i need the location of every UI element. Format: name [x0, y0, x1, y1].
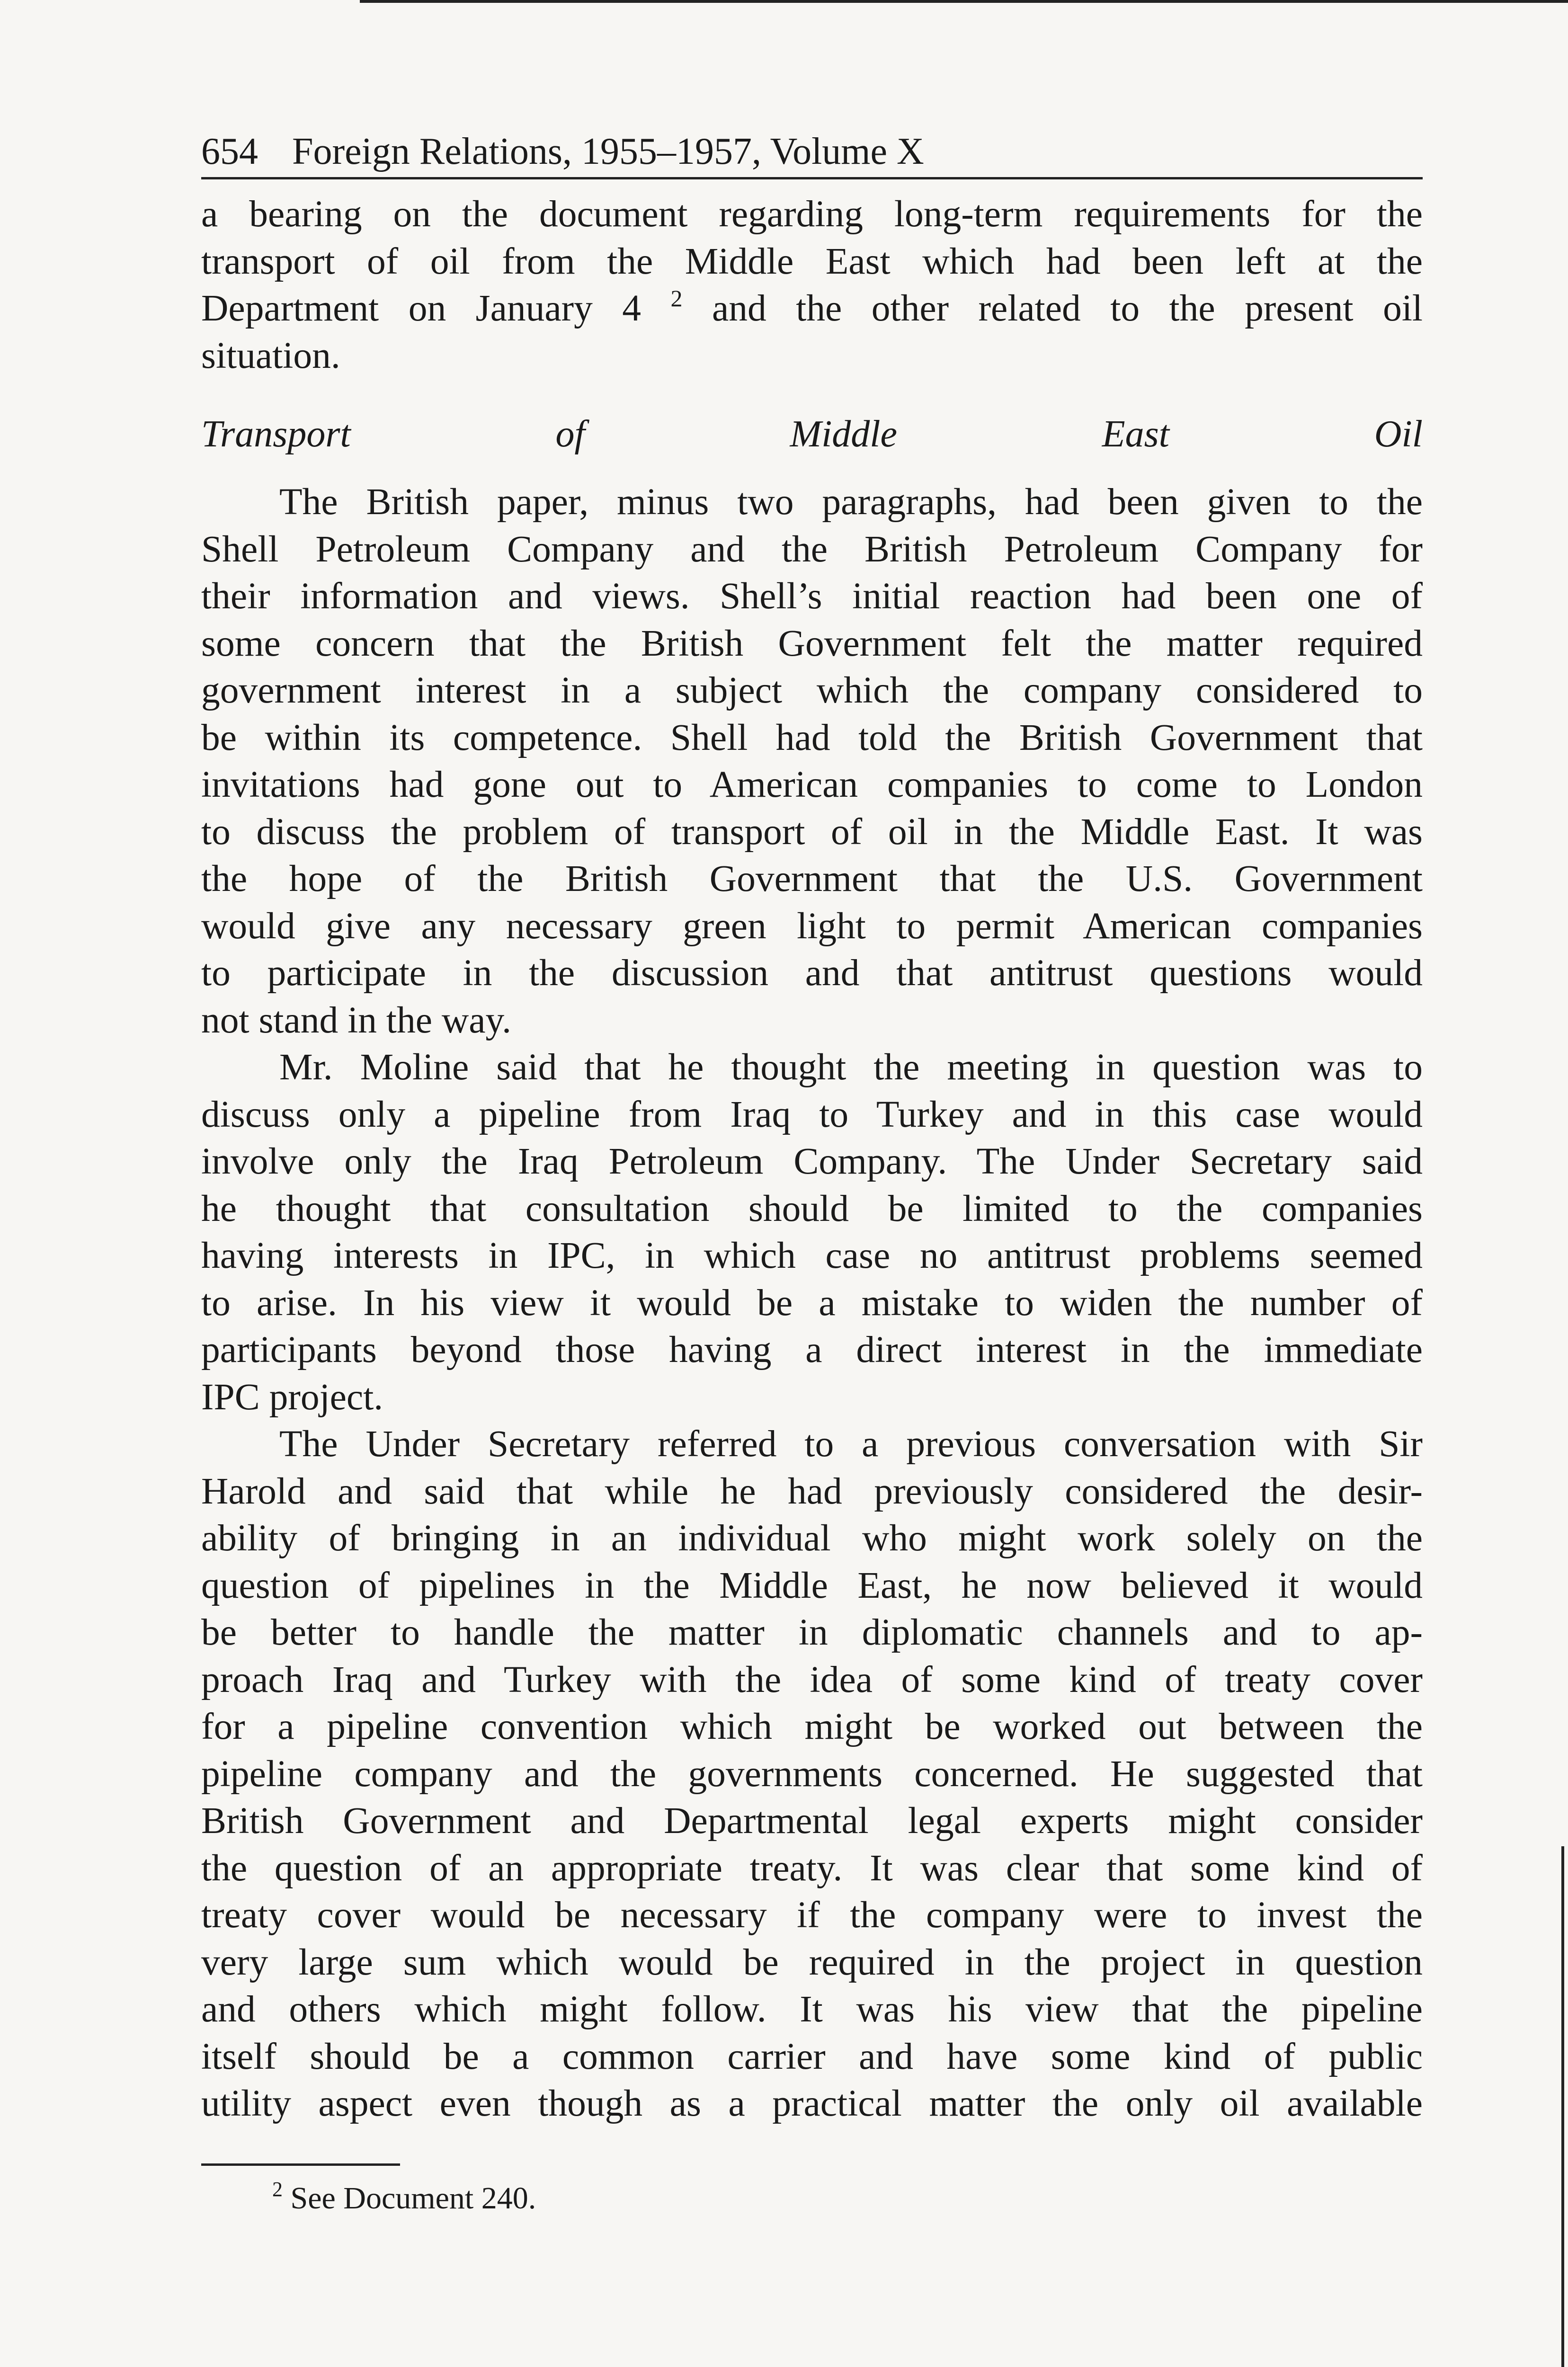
section-heading: Transport of Middle East Oil [201, 413, 1423, 455]
text-line: The British paper, minus two paragraphs, had been given to the [279, 481, 1423, 523]
text-line: would give any necessary green light to permit American companies [201, 905, 1423, 947]
text-line: very large sum which would be required in the project in question [201, 1941, 1423, 1983]
text-line: not stand in the way. [201, 999, 512, 1041]
footnote-reference: 2 [670, 285, 683, 311]
text-fragment: and the other related to the present oil [712, 287, 1423, 329]
paragraph-british-paper [201, 479, 1423, 1044]
footnote-text: See Document 240. [290, 2180, 536, 2216]
text-line: to discuss the problem of transport of oil in the Middle East. It was [201, 810, 1423, 853]
text-fragment: Department on January 4 [201, 287, 641, 329]
text-line: question of pipelines in the Middle East, he now believed it would [201, 1564, 1423, 1606]
text-line: involve only the Iraq Petroleum Company. The Under Secretary said [201, 1140, 1423, 1182]
text-line: Shell Petroleum Company and the British Petroleum Company for [201, 528, 1423, 570]
text-line: situation. [201, 334, 340, 376]
text-line: to participate in the discussion and that antitrust questions would [201, 952, 1423, 994]
text-line: discuss only a pipeline from Iraq to Turkey and in this case would [201, 1093, 1423, 1135]
text-line: to arise. In his view it would be a mistake to widen the number of [201, 1281, 1423, 1324]
text-line: Mr. Moline said that he thought the meeting in question was to [279, 1046, 1423, 1088]
text-line: having interests in IPC, in which case no antitrust problems seemed [201, 1235, 1423, 1276]
running-head [201, 128, 1423, 179]
text-line: government interest in a subject which the company considered to [201, 669, 1423, 711]
text-line: treaty cover would be necessary if the company were to invest the [201, 1894, 1423, 1936]
text-line: The Under Secretary referred to a previous conversation with Sir [279, 1423, 1423, 1465]
footnote-marker: 2 [272, 2177, 283, 2201]
intro-paragraph [201, 191, 1423, 379]
page-number: 654 [201, 131, 258, 172]
text-line: participants beyond those having a direct interest in the immediate [201, 1329, 1423, 1370]
running-head-title: Foreign Relations, 1955–1957, Volume X [292, 131, 924, 172]
text-line: a bearing on the document regarding long-term requirements for the [201, 193, 1423, 235]
text-line: invitations had gone out to American companies to come to London [201, 764, 1423, 805]
text-line: their information and views. Shell’s initial reaction had been one of [201, 575, 1423, 617]
text-line: Harold and said that while he had previously considered the desir- [201, 1470, 1423, 1512]
text-line: be better to handle the matter in diplomatic channels and to ap- [201, 1611, 1423, 1653]
scan-top-edge [360, 0, 1568, 3]
text-line: he thought that consultation should be limited to the companies [201, 1187, 1423, 1229]
document-page [201, 128, 1423, 2219]
text-line: itself should be a common carrier and have some kind of public [201, 2035, 1423, 2077]
text-line: some concern that the British Government felt the matter required [201, 622, 1423, 664]
text-line: IPC project. [201, 1376, 383, 1418]
text-line: proach Iraq and Turkey with the idea of some kind of treaty cover [201, 1658, 1423, 1700]
footnote-divider [201, 2163, 400, 2166]
text-line: pipeline company and the governments concerned. He suggested that [201, 1753, 1423, 1795]
paragraph-under-secretary [201, 1421, 1423, 2127]
footnote [201, 2178, 1423, 2219]
text-line: utility aspect even though as a practical matter the only oil available [201, 2082, 1423, 2124]
scan-right-edge [1561, 1846, 1564, 2367]
text-line: transport of oil from the Middle East which had been left at the [201, 240, 1423, 282]
body-text [201, 191, 1423, 2127]
text-line: the question of an appropriate treaty. It was clear that some kind of [201, 1847, 1423, 1889]
text-line: ability of bringing in an individual who might work solely on the [201, 1517, 1423, 1559]
text-line: British Government and Departmental legal experts might consider [201, 1800, 1423, 1842]
text-line: be within its competence. Shell had told the British Government that [201, 716, 1423, 758]
text-line: the hope of the British Government that the U.S. Government [201, 858, 1423, 899]
paragraph-moline [201, 1044, 1423, 1421]
text-line [201, 285, 1423, 332]
text-line: and others which might follow. It was his view that the pipeline [201, 1988, 1423, 2030]
text-line: for a pipeline convention which might be worked out between the [201, 1706, 1423, 1747]
